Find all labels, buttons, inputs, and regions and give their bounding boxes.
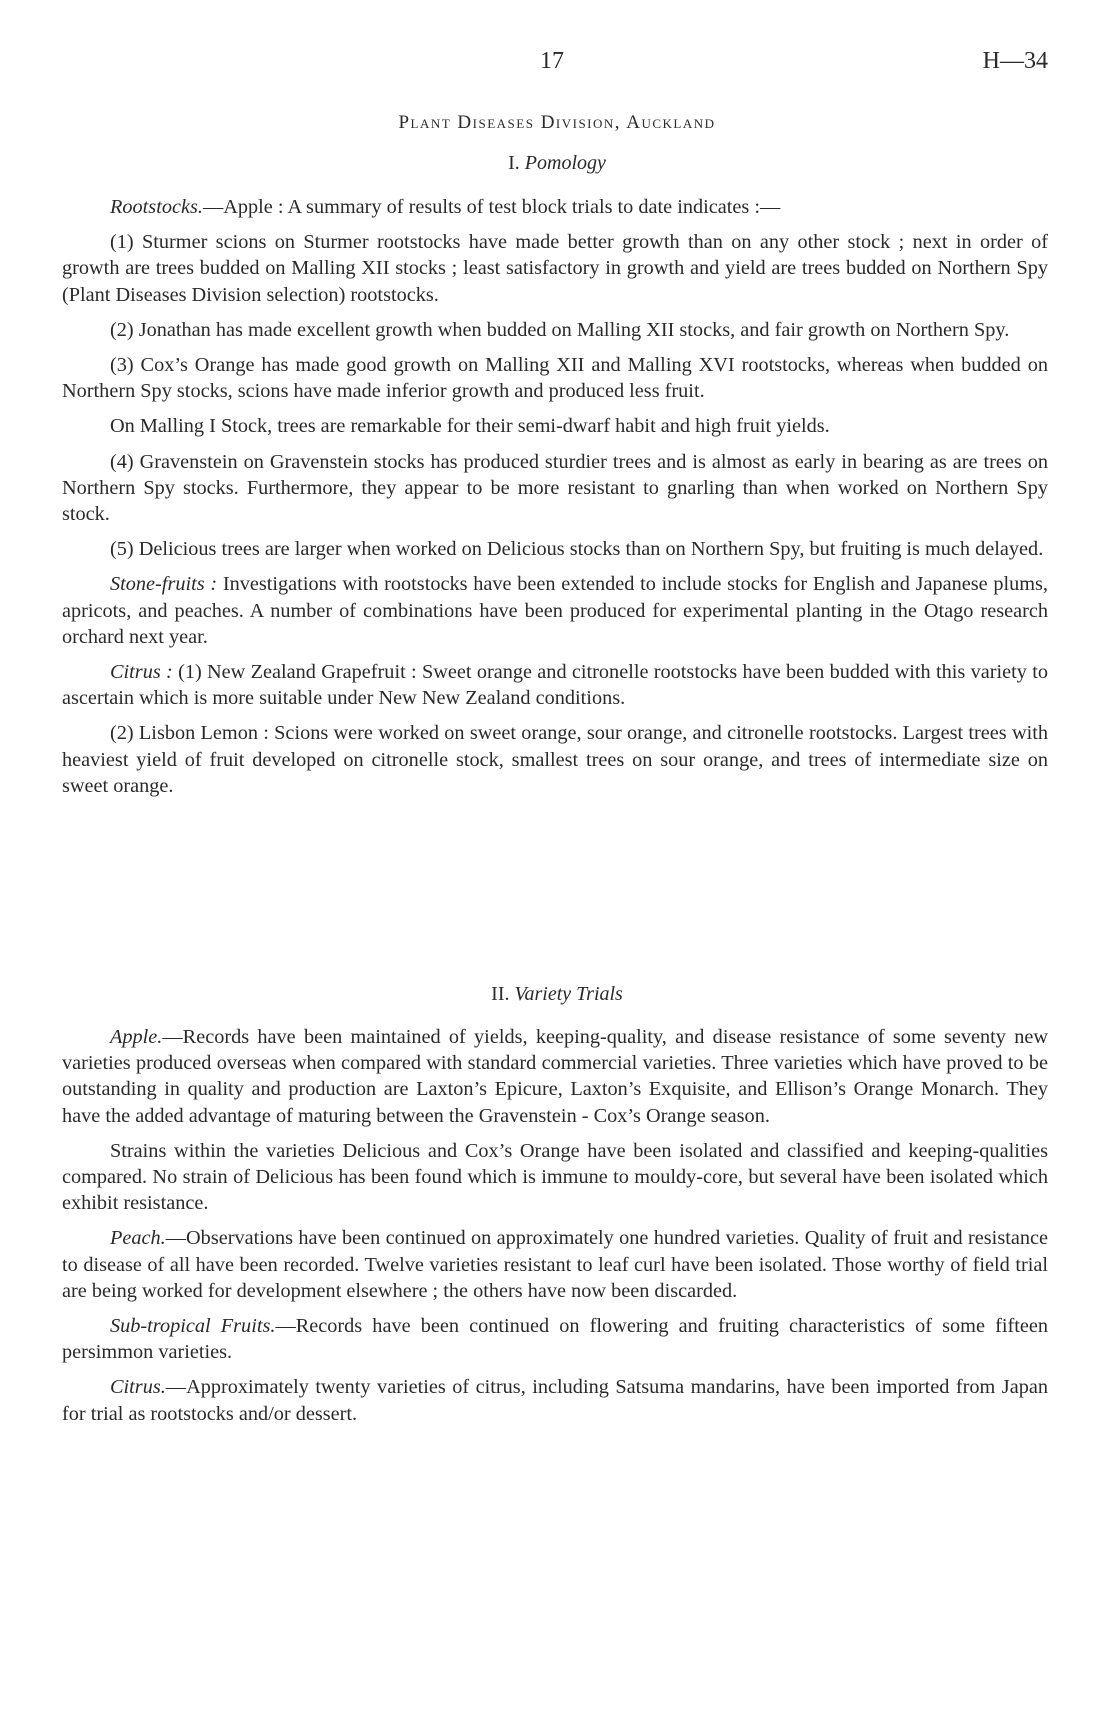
division-title: Plant Diseases Division, Auckland <box>398 112 716 133</box>
citrus-trials-paragraph <box>62 1374 1048 1426</box>
peach-paragraph <box>62 1225 1048 1304</box>
stone-fruits-lead: Stone-fruits : <box>110 573 218 596</box>
paragraph: (2) Jonathan has made excellent growth when budded on Malling XII stocks, and fair growth on Northern Spy. <box>110 318 1010 341</box>
rootstocks-paragraph <box>62 194 1048 220</box>
paragraph: (4) Gravenstein on Gravenstein stocks has produced sturdier trees and is almost as early in bearing as are trees on Northern Spy stocks. Furthermore, they appear to be more resistant to gnarling than when worked on Northern Spy stock. <box>62 450 1048 526</box>
page-number: 17 <box>540 48 564 74</box>
section-title: Variety Trials <box>514 983 623 1005</box>
peach-lead: Peach. <box>110 1227 166 1250</box>
citrus2-paragraph: (2) Lisbon Lemon : Scions were worked on sweet orange, sour orange, and citronelle rootstocks. Largest trees with heaviest yield of fruit developed on citronelle stock, smallest trees on sour orange, and trees of intermediate size on sweet orange. <box>62 722 1048 797</box>
section-numeral: I. <box>508 152 520 174</box>
pomology-body <box>62 194 1048 808</box>
subtropical-text: —Records have been continued on flowering and fruiting characteristics of some fifteen persimmon varieties. <box>62 1315 1048 1364</box>
rootstocks-lead: Rootstocks. <box>110 196 203 218</box>
section-heading-variety-trials <box>0 983 1114 1006</box>
apple-text: —Records have been maintained of yields, keeping-quality, and disease resistance of some seventy new varieties produced overseas when compared with standard commercial varieties. Three varieties which have proved to be outstanding in quality and production are Laxton’s Epicure, Laxton’s Exquisite, and Ellison’s Orange Monarch. They have the added advantage of maturing between the Gravenstein - Cox’s Orange season. <box>62 1026 1048 1127</box>
apple-paragraph <box>62 1024 1048 1129</box>
paragraph: (1) Sturmer scions on Sturmer rootstocks have made better growth than on any other stock ; next in order of growth are trees budded on Malling XII stocks ; least satisfactory in growth and yield are trees budded on Northern Spy (Plant Diseases Division selection) rootstocks. <box>62 231 1048 306</box>
section-numeral: II. <box>491 983 510 1005</box>
section-title: Pomology <box>524 152 606 174</box>
subtropical-lead: Sub-tropical Fruits. <box>110 1315 276 1338</box>
paragraph: On Malling I Stock, trees are remarkable for their semi-dwarf habit and high fruit yields. <box>110 415 830 438</box>
strains-paragraph: Strains within the varieties Delicious and Cox’s Orange have been isolated and classified and keeping-qualities compared. No strain of Delicious has been found which is immune to mouldy-core, but several have been isolated which exhibit resistance. <box>62 1139 1048 1215</box>
stone-fruits-text: Investigations with rootstocks have been extended to include stocks for English and Japanese plums, apricots, and peaches. A number of combinations have been produced for experimental planting in the Otago research orchard next year. <box>62 573 1049 648</box>
citrus-lead: Citrus : <box>110 661 173 684</box>
citrus-trials-lead: Citrus. <box>110 1376 166 1399</box>
variety-trials-body <box>62 1024 1048 1436</box>
paragraph: (5) Delicious trees are larger when worked on Delicious stocks than on Northern Spy, but fruiting is much delayed. <box>110 538 1044 561</box>
citrus-trials-text: —Approximately twenty varieties of citrus, including Satsuma mandarins, have been imported from Japan for trial as rootstocks and/or dessert. <box>62 1376 1048 1425</box>
subtropical-paragraph <box>62 1313 1048 1365</box>
paragraph: (3) Cox’s Orange has made good growth on Malling XII and Malling XVI rootstocks, whereas when budded on Northern Spy stocks, scions have made inferior growth and produced less fruit. <box>62 354 1048 403</box>
citrus-paragraph <box>62 659 1048 711</box>
stone-fruits-paragraph <box>62 571 1048 650</box>
peach-text: —Observations have been continued on approximately one hundred varieties. Quality of fruit and resistance to disease of all have been recorded. Twelve varieties resistant to leaf curl have been isolated. Those worthy of field trial are being worked for development elsewhere ; the others have now been discarded. <box>62 1227 1048 1302</box>
document-reference: H—34 <box>982 48 1048 74</box>
apple-lead: Apple. <box>110 1026 163 1048</box>
citrus-text: (1) New Zealand Grapefruit : Sweet orange and citronelle rootstocks have been budded with this variety to ascertain which is more suitable under New New Zealand conditions. <box>62 661 1048 710</box>
section-heading-pomology <box>0 152 1114 175</box>
rootstocks-text: —Apple : A summary of results of test block trials to date indicates :— <box>202 196 781 218</box>
